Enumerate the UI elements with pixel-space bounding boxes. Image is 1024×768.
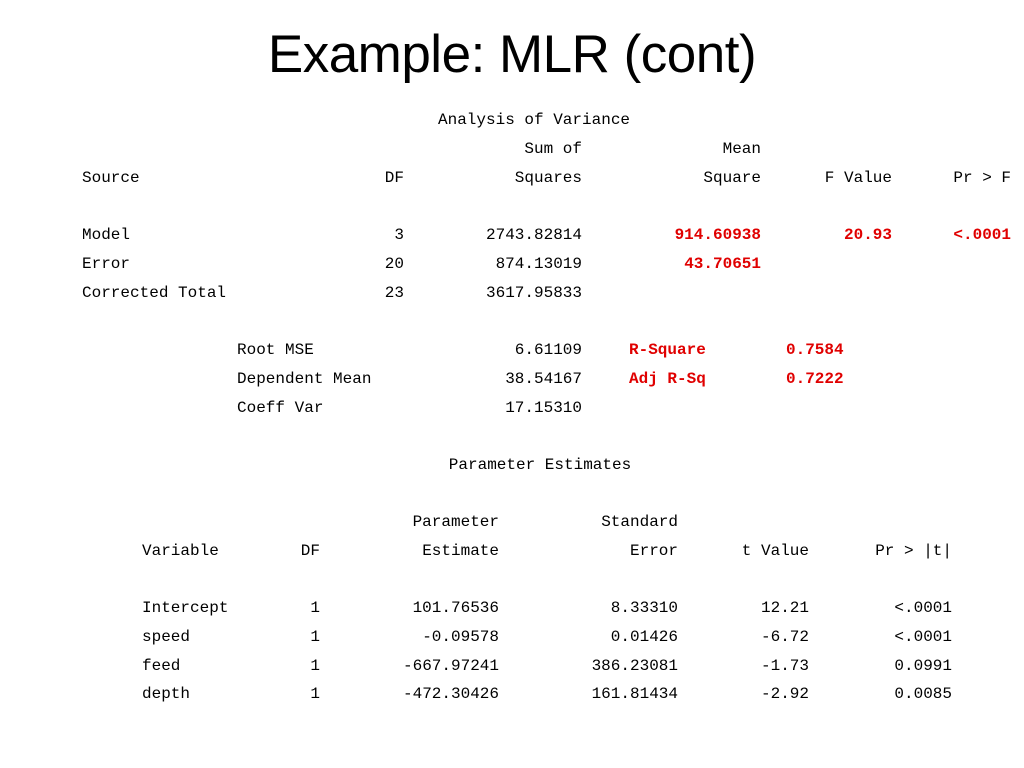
header-df: DF (384, 169, 404, 187)
header-square: Square (703, 169, 761, 187)
anova-f-value: 20.93 (843, 226, 892, 244)
slide-title: Example: MLR (cont) (267, 25, 757, 84)
param-estimate: -0.09578 (422, 628, 499, 646)
param-std-error: 8.33310 (610, 599, 678, 617)
param-t-value: -1.73 (760, 657, 809, 675)
param-df: 1 (310, 628, 320, 646)
param-p-value: 0.0991 (894, 657, 952, 675)
anova-ms: 914.60938 (674, 226, 761, 244)
header-pr-t: Pr > |t| (875, 542, 952, 560)
dependent-mean-label: Dependent Mean (237, 370, 372, 388)
param-variable: Intercept (142, 599, 229, 617)
anova-ss: 874.13019 (495, 255, 582, 273)
param-p-value: <.0001 (894, 628, 952, 646)
param-df: 1 (310, 599, 320, 617)
param-df: 1 (310, 657, 320, 675)
header-squares: Squares (514, 169, 582, 187)
header-t-value: t Value (741, 542, 809, 560)
header-f-value: F Value (824, 169, 892, 187)
param-p-value: <.0001 (894, 599, 952, 617)
param-std-error: 0.01426 (610, 628, 678, 646)
header-sum-of: Sum of (524, 140, 582, 158)
param-estimate: -472.30426 (402, 685, 499, 703)
root-mse-value: 6.61109 (514, 341, 582, 359)
header-error: Error (629, 542, 678, 560)
r-square-label: R-Square (629, 341, 706, 359)
header-parameter: Parameter (412, 513, 499, 531)
anova-heading: Analysis of Variance (437, 111, 631, 129)
header-estimate: Estimate (422, 542, 499, 560)
adj-r-sq-value: 0.7222 (786, 370, 844, 388)
param-variable: feed (142, 657, 181, 675)
anova-df: 23 (384, 284, 404, 302)
anova-source: Corrected Total (82, 284, 227, 302)
param-t-value: -2.92 (760, 685, 809, 703)
param-df: 1 (310, 685, 320, 703)
coeff-var-label: Coeff Var (237, 399, 324, 417)
anova-ss: 2743.82814 (485, 226, 582, 244)
anova-pr-f: <.0001 (953, 226, 1011, 244)
coeff-var-value: 17.15310 (505, 399, 582, 417)
param-estimate: 101.76536 (412, 599, 499, 617)
anova-ms: 43.70651 (684, 255, 761, 273)
param-t-value: 12.21 (760, 599, 809, 617)
header-df: DF (300, 542, 320, 560)
param-variable: depth (142, 685, 191, 703)
header-mean: Mean (722, 140, 761, 158)
anova-df: 20 (384, 255, 404, 273)
adj-r-sq-label: Adj R-Sq (629, 370, 706, 388)
anova-df: 3 (394, 226, 404, 244)
header-pr-f: Pr > F (953, 169, 1011, 187)
param-std-error: 161.81434 (591, 685, 678, 703)
anova-source: Error (82, 255, 131, 273)
param-t-value: -6.72 (760, 628, 809, 646)
r-square-value: 0.7584 (786, 341, 844, 359)
anova-source: Model (82, 226, 131, 244)
param-variable: speed (142, 628, 191, 646)
root-mse-label: Root MSE (237, 341, 314, 359)
param-std-error: 386.23081 (591, 657, 678, 675)
header-variable: Variable (142, 542, 219, 560)
header-source: Source (82, 169, 140, 187)
anova-ss: 3617.95833 (485, 284, 582, 302)
param-estimate: -667.97241 (402, 657, 499, 675)
dependent-mean-value: 38.54167 (505, 370, 582, 388)
header-standard: Standard (601, 513, 678, 531)
params-heading: Parameter Estimates (448, 456, 632, 474)
param-p-value: 0.0085 (894, 685, 952, 703)
